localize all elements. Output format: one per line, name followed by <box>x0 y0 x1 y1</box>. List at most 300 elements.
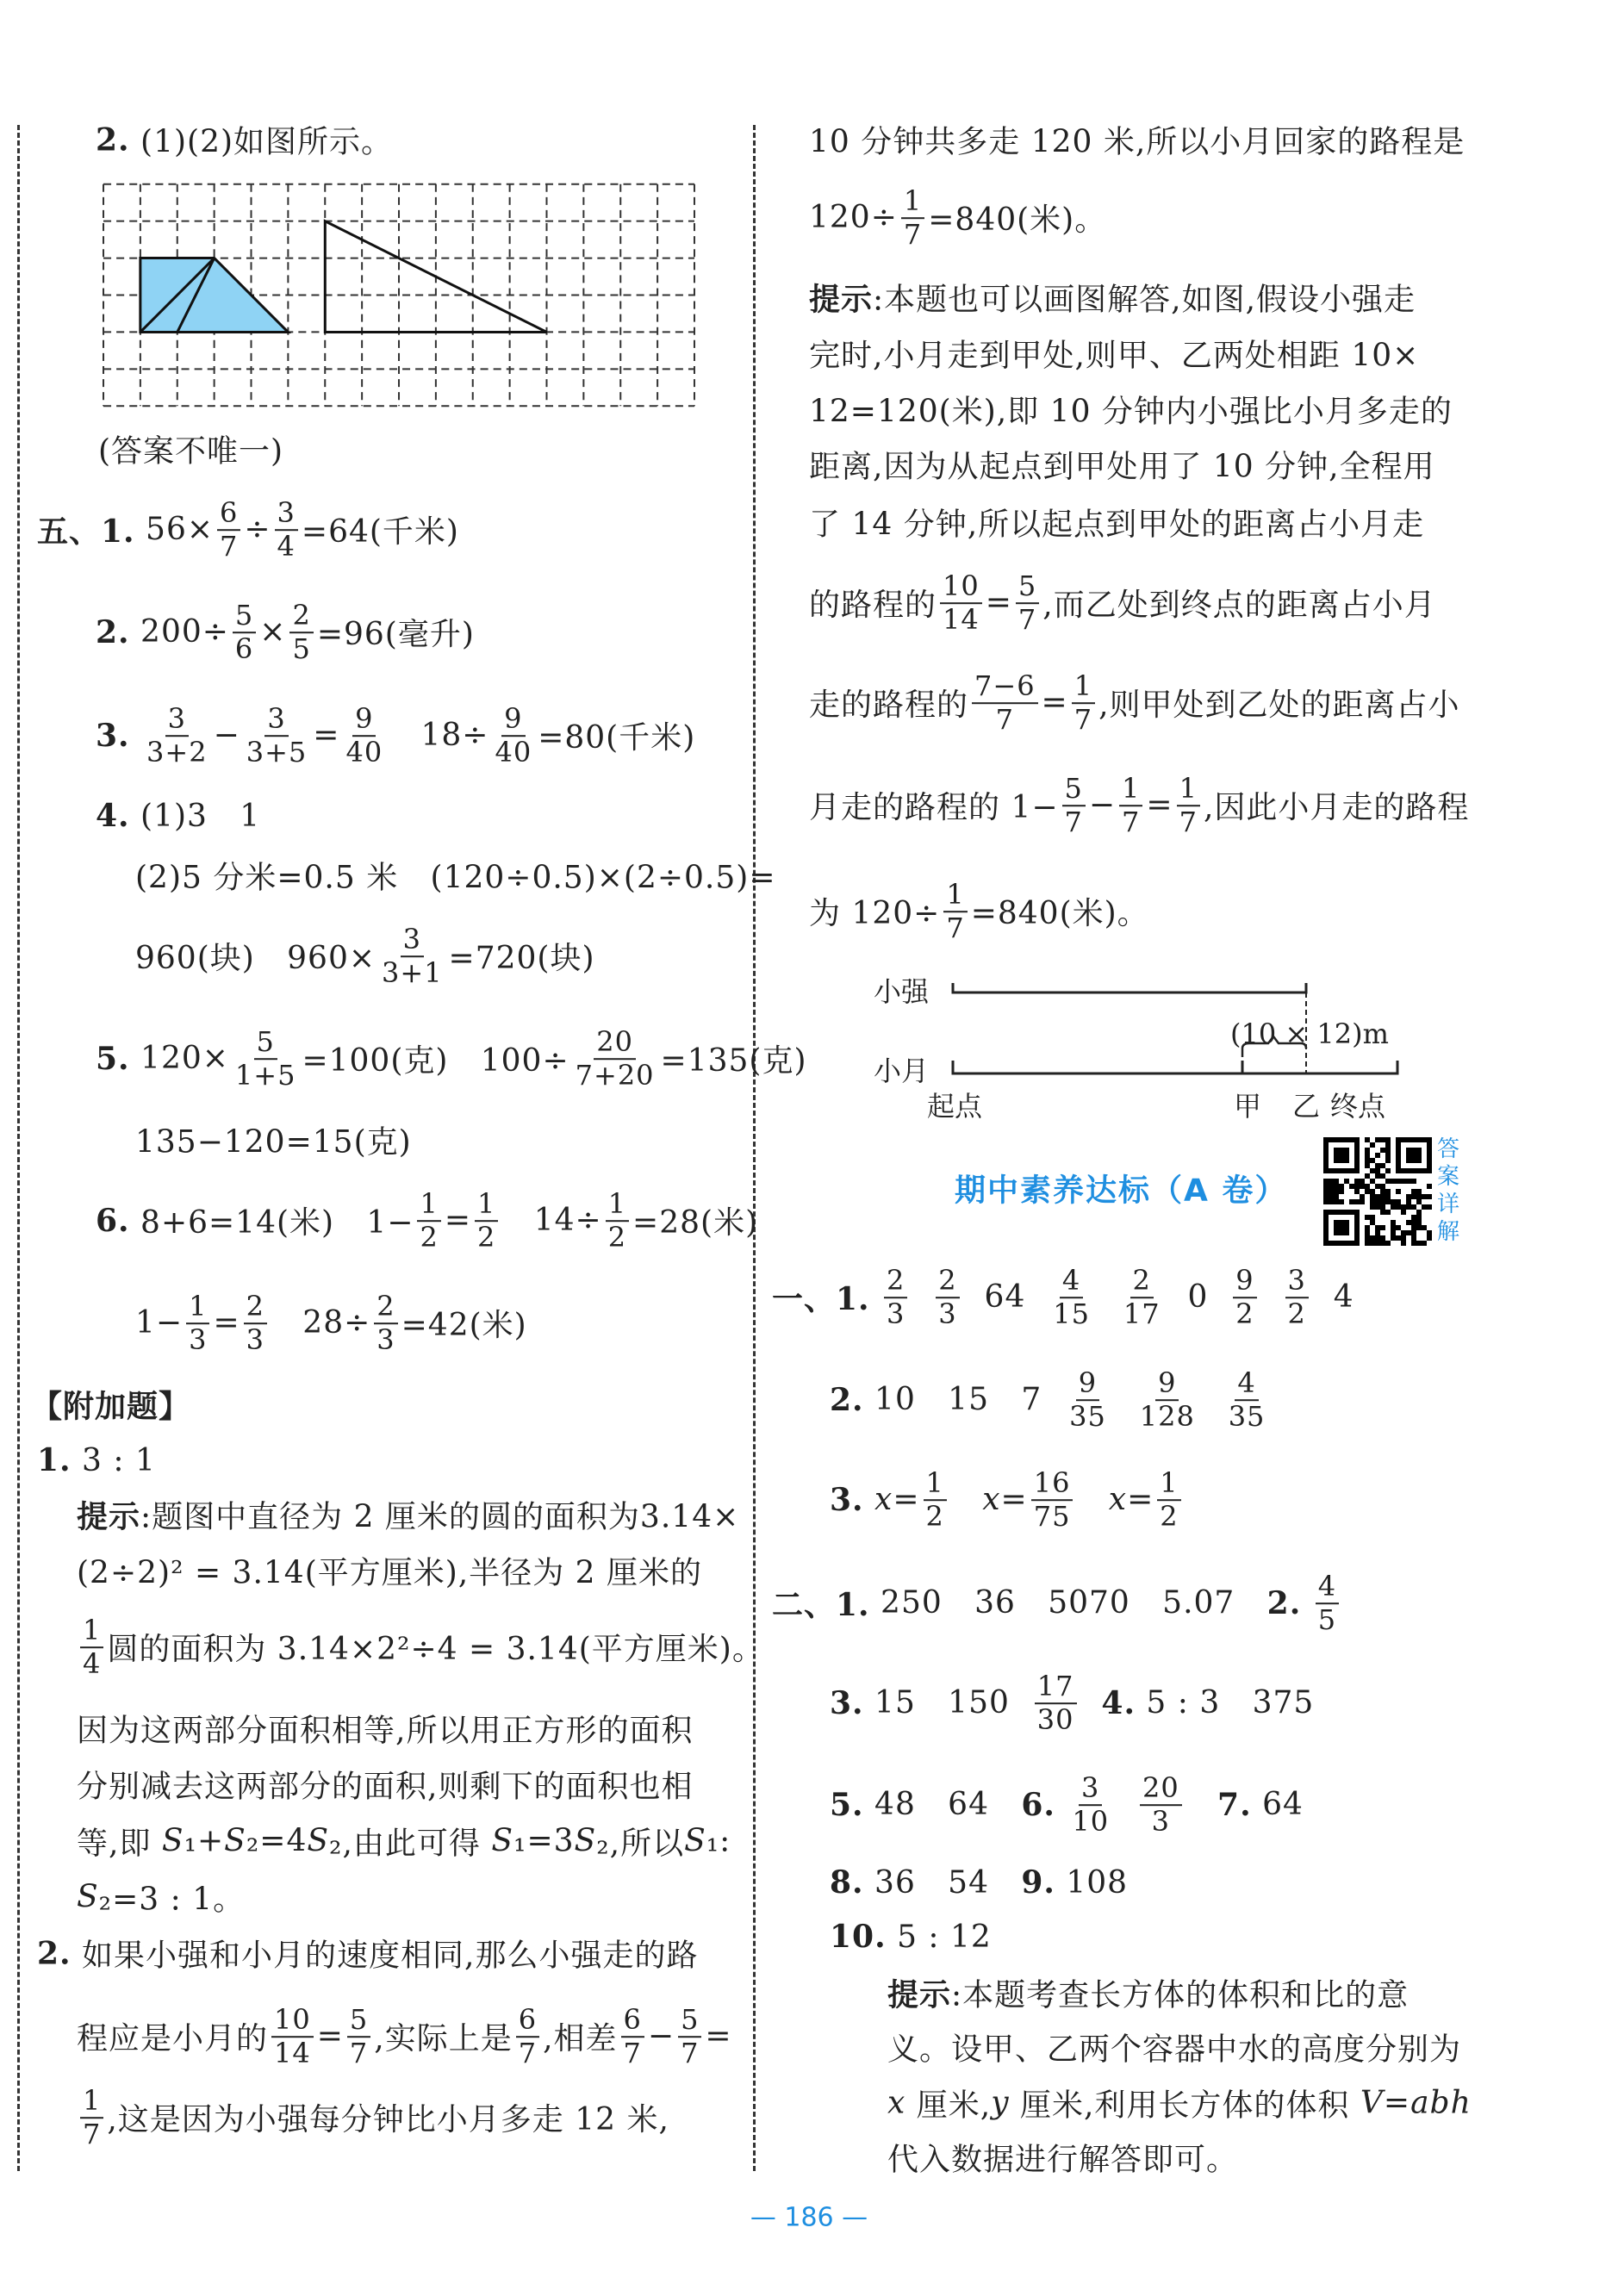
qr-module <box>1401 1204 1406 1210</box>
text-run: ₂=4 <box>246 1823 308 1859</box>
fraction <box>940 570 982 636</box>
qr-module <box>1380 1189 1385 1194</box>
fraction <box>972 670 1038 736</box>
bold-label: 2. <box>96 614 130 650</box>
fraction <box>80 1615 103 1680</box>
bold-label: 10. <box>830 1919 887 1955</box>
qr-module <box>1406 1204 1411 1210</box>
text-run <box>1076 1483 1108 1518</box>
text-run: = <box>316 2019 344 2055</box>
qr-module <box>1380 1225 1385 1230</box>
qr-module <box>1370 1215 1375 1220</box>
numerator: 1 <box>417 1188 440 1222</box>
numerator: 5 <box>678 2004 701 2038</box>
numerator: 10 <box>271 2004 314 2038</box>
denominator: 7 <box>1064 806 1083 838</box>
qr-module <box>1365 1163 1370 1168</box>
hint-line <box>809 670 1460 736</box>
denominator: 2 <box>1160 1500 1179 1533</box>
denominator: 3+1 <box>382 956 443 989</box>
text-run: 因为这两部分面积相等,所以用正方形的面积 <box>77 1713 694 1749</box>
label-gap: (10 × 12)m <box>1230 1017 1389 1050</box>
bold-label: 二、1. <box>772 1587 870 1624</box>
bold-label: 4. <box>96 798 130 834</box>
numerator: 7−6 <box>972 670 1038 704</box>
qr-module <box>1416 1241 1422 1246</box>
text-run: × <box>259 614 287 650</box>
text-run: (2)5 分米=0.5 米 (120÷0.5)×(2÷0.5)= <box>135 860 776 896</box>
qr-module <box>1334 1189 1339 1194</box>
bold-label: 3. <box>830 1482 864 1518</box>
fraction <box>1016 570 1039 636</box>
answer-line <box>772 1571 1342 1636</box>
text-run: (1)3 1 <box>129 798 261 834</box>
fraction <box>417 1188 440 1254</box>
qr-module <box>1401 1241 1406 1246</box>
hint-line <box>809 443 1435 487</box>
fraction <box>1316 1571 1339 1636</box>
fraction <box>144 703 210 768</box>
text-run: 135−120=15(克) <box>135 1124 412 1160</box>
qr-module <box>1401 1210 1406 1215</box>
qr-module <box>1380 1194 1385 1199</box>
qr-module <box>1422 1194 1427 1199</box>
text-run: ,实际上是 <box>374 2021 513 2057</box>
bold-label: 提示 <box>809 281 874 318</box>
denominator: 15 <box>1053 1297 1090 1330</box>
gap-brace <box>1242 1036 1306 1057</box>
answer-line <box>37 497 459 563</box>
answer-line <box>830 1367 1271 1433</box>
text-run <box>130 719 140 754</box>
text-run: 圆的面积为 3.14×2²÷4 = 3.14(平方厘米)。 <box>107 1632 764 1668</box>
variable: x <box>887 2085 906 2121</box>
qr-module <box>1427 1235 1432 1241</box>
numerator: 2 <box>244 1291 267 1324</box>
qr-module <box>1411 1189 1416 1194</box>
qr-module <box>1365 1173 1370 1179</box>
numerator: 5 <box>254 1026 277 1060</box>
text-run: = <box>705 2019 732 2055</box>
qr-module <box>1375 1199 1380 1204</box>
fraction <box>186 1291 209 1356</box>
text-run: ₂=3 : 1。 <box>98 1882 246 1918</box>
fraction <box>943 879 967 944</box>
text-run <box>911 1280 932 1316</box>
qr-module <box>1396 1179 1401 1184</box>
answer-line <box>135 1291 527 1356</box>
answer-line <box>135 854 776 898</box>
fraction <box>1050 1265 1092 1330</box>
fraction <box>936 1265 959 1330</box>
qr-module <box>1380 1241 1385 1246</box>
text-run: 代入数据进行解答即可。 <box>887 2142 1239 2178</box>
denominator: 7+20 <box>575 1059 655 1092</box>
numerator: 1 <box>924 1467 947 1501</box>
text-run: (2÷2)² = 3.14(平方厘米),半径为 2 厘米的 <box>77 1555 703 1591</box>
qr-module <box>1370 1220 1375 1225</box>
qr-module <box>1385 1168 1391 1173</box>
qr-module <box>1354 1189 1360 1194</box>
qr-module <box>1406 1220 1411 1225</box>
label-xiaoyue: 小月 <box>874 1055 930 1087</box>
text-run: ₁: <box>706 1823 731 1859</box>
numerator: 3 <box>1285 1265 1309 1298</box>
numerator: 1 <box>475 1188 498 1222</box>
qr-module <box>1380 1148 1385 1153</box>
bold-label: 3. <box>96 718 130 754</box>
fraction <box>492 703 534 768</box>
text-run <box>1112 1383 1134 1418</box>
grid-figure <box>102 181 696 409</box>
hint-line <box>887 2081 1472 2125</box>
qr-module <box>1334 1194 1339 1199</box>
text-run: 义。设甲、乙两个容器中水的高度分别为 <box>887 2032 1462 2068</box>
qr-module <box>1422 1225 1427 1230</box>
answer-line <box>96 1188 758 1254</box>
qr-module <box>1391 1225 1396 1230</box>
qr-module <box>1329 1189 1334 1194</box>
qr-module <box>1380 1137 1385 1142</box>
text-run: = <box>1127 1482 1154 1518</box>
text-run: − <box>647 2019 675 2055</box>
qr-module <box>1406 1230 1411 1235</box>
numerator: 9 <box>1076 1367 1099 1401</box>
numerator: 9 <box>501 703 525 737</box>
denominator: 3 <box>1151 1805 1171 1838</box>
qr-module <box>1391 1199 1396 1204</box>
denominator: 2 <box>1287 1297 1306 1330</box>
qr-module <box>1411 1235 1416 1241</box>
fraction <box>884 1265 907 1330</box>
text-run: ₂,所以 <box>596 1826 685 1862</box>
qr-module <box>1385 1189 1391 1194</box>
text-run <box>870 1280 881 1316</box>
answer-line <box>96 600 475 665</box>
qr-module <box>1416 1189 1422 1194</box>
qr-module <box>1380 1204 1385 1210</box>
denominator: 3 <box>189 1323 208 1356</box>
qr-module <box>1323 1189 1329 1194</box>
qr-module <box>1427 1230 1432 1235</box>
qr-module <box>1380 1173 1385 1179</box>
fraction <box>678 2004 701 2069</box>
text-run: :题图中直径为 2 厘米的圆的面积为3.14× <box>140 1499 740 1535</box>
fraction <box>1069 1772 1111 1838</box>
text-run: 64 <box>1251 1787 1304 1823</box>
numerator: 5 <box>1062 773 1086 806</box>
denominator: 5 <box>1317 1603 1337 1636</box>
text-run: = <box>213 1305 240 1341</box>
fraction <box>1177 773 1200 838</box>
numerator: 1 <box>606 1188 629 1222</box>
qr-module <box>1349 1199 1354 1204</box>
text-run: 200÷ <box>129 614 229 650</box>
text-run: ,这是因为小强每分钟比小月多走 12 米, <box>107 2102 669 2138</box>
denominator: 4 <box>83 1647 102 1680</box>
fraction <box>1072 670 1095 736</box>
denominator: 7 <box>220 530 239 563</box>
qr-module <box>1385 1153 1391 1158</box>
qr-module <box>1385 1194 1391 1199</box>
qr-module <box>1391 1230 1396 1235</box>
numerator: 1 <box>80 2085 103 2119</box>
text-run: ,相差 <box>543 2021 618 2057</box>
hint-line <box>809 332 1419 376</box>
qr-module <box>1323 1179 1329 1184</box>
text-run: 如果小强和小月的速度相同,那么小强走的路 <box>71 1938 699 1974</box>
numerator: 5 <box>1016 570 1039 604</box>
numerator: 20 <box>594 1026 636 1060</box>
text-run <box>1260 1280 1282 1316</box>
qr-module <box>1334 1179 1339 1184</box>
text-run: 10 15 7 <box>863 1382 1064 1418</box>
qr-module <box>1385 1158 1391 1163</box>
hint-line <box>887 2136 1238 2180</box>
qr-module <box>1329 1184 1334 1189</box>
fraction <box>244 1291 267 1356</box>
fraction <box>1233 1265 1256 1330</box>
denominator: 7 <box>83 2118 102 2150</box>
numerator: 2 <box>1130 1265 1154 1298</box>
fraction <box>233 600 256 665</box>
text-run: 5 : 12 <box>886 1919 992 1955</box>
numerator: 3 <box>275 497 298 531</box>
text-run: = <box>313 718 340 754</box>
text-run: 0 <box>1166 1279 1230 1316</box>
qr-module <box>1396 1225 1401 1230</box>
hint-line <box>77 1876 245 1920</box>
denominator: 14 <box>274 2037 311 2069</box>
variable: x <box>874 1482 893 1518</box>
qr-label: 答案详解 <box>1437 1136 1460 1245</box>
text-run: 5 : 3 375 <box>1135 1685 1315 1721</box>
hint-line <box>887 1971 1409 2015</box>
qr-module <box>1349 1184 1354 1189</box>
qr-module <box>1411 1204 1416 1210</box>
denominator: 2 <box>477 1221 496 1254</box>
fraction <box>271 2004 314 2069</box>
denominator: 14 <box>943 603 980 636</box>
qr-module <box>1360 1179 1365 1184</box>
variable: V <box>1360 2085 1384 2121</box>
variable: S <box>684 1823 706 1859</box>
qr-module <box>1370 1241 1375 1246</box>
variable: S <box>491 1823 514 1859</box>
hint-line <box>77 1493 739 1537</box>
qr-module <box>1339 1199 1344 1204</box>
denominator: 3+2 <box>146 736 208 768</box>
text-run: 56× <box>134 512 215 548</box>
text-run: ₁=3 <box>513 1823 575 1859</box>
fraction <box>606 1188 629 1254</box>
numerator: 4 <box>1316 1571 1339 1604</box>
bold-label: 提示 <box>887 1976 952 2013</box>
variable: S <box>307 1823 330 1859</box>
qr-module <box>1370 1235 1375 1241</box>
text-run: =64(千米) <box>301 514 459 551</box>
qr-module <box>1391 1204 1396 1210</box>
qr-module <box>1411 1179 1416 1184</box>
qr-module <box>1323 1199 1329 1204</box>
qr-module <box>1365 1225 1370 1230</box>
qr-module <box>1422 1204 1427 1210</box>
qr-module <box>1385 1142 1391 1148</box>
qr-code[interactable] <box>1323 1136 1432 1248</box>
text-run: 3 : 1 <box>71 1442 156 1478</box>
bold-label: 2. <box>830 1382 864 1418</box>
text-run: 为 120÷ <box>809 896 941 932</box>
text-run: 程应是小月的 <box>77 2021 269 2057</box>
qr-module <box>1365 1189 1370 1194</box>
numerator: 9 <box>1155 1367 1179 1401</box>
qr-module <box>1339 1184 1344 1189</box>
text-run: = <box>1383 2085 1411 2121</box>
text-run: ₂,由此可得 <box>329 1826 492 1862</box>
qr-module <box>1385 1199 1391 1204</box>
fraction <box>1137 1367 1198 1433</box>
left-column-divider <box>17 125 20 2171</box>
variable: S <box>224 1823 246 1859</box>
text-run: ÷ <box>244 512 271 548</box>
qr-module <box>1329 1194 1334 1199</box>
text-run: = <box>1146 787 1173 824</box>
numerator: 1 <box>1177 773 1200 806</box>
qr-module <box>1323 1184 1329 1189</box>
qr-module <box>1334 1184 1339 1189</box>
answer-line <box>830 1919 992 1955</box>
denominator: 30 <box>1036 1703 1074 1736</box>
hint-line <box>77 1763 693 1807</box>
qr-module <box>1416 1215 1422 1220</box>
denominator: 35 <box>1069 1400 1106 1433</box>
fraction <box>1157 1467 1180 1533</box>
text-run: 960(块) 960× <box>135 941 376 977</box>
variable: S <box>574 1823 597 1859</box>
answer-line <box>96 798 260 834</box>
qr-module <box>1354 1199 1360 1204</box>
qr-module <box>1411 1215 1416 1220</box>
text-run <box>1080 1686 1102 1721</box>
variable: S <box>161 1823 184 1859</box>
qr-module <box>1401 1230 1406 1235</box>
qr-module <box>1391 1220 1396 1225</box>
denominator: 17 <box>1123 1297 1161 1330</box>
fraction <box>1119 773 1142 838</box>
qr-module <box>1354 1179 1360 1184</box>
text-run: = <box>444 1203 472 1239</box>
text-run: 了 14 分钟,所以起点到甲处的距离占小月走 <box>809 507 1425 543</box>
qr-module <box>1401 1235 1406 1241</box>
fraction <box>573 1026 657 1092</box>
qr-module <box>1344 1179 1349 1184</box>
fraction <box>621 2004 644 2069</box>
qr-module <box>1427 1184 1432 1189</box>
denominator: 4 <box>277 530 296 563</box>
denominator: 7 <box>903 218 923 251</box>
fraction <box>1285 1265 1309 1330</box>
qr-module <box>1360 1194 1365 1199</box>
text-run: :本题考查长方体的体积和比的意 <box>951 1977 1410 2013</box>
bold-label: 9. <box>1021 1864 1055 1901</box>
answer-line <box>830 1467 1185 1533</box>
answer-line <box>830 1772 1304 1838</box>
text-run: = <box>893 1482 920 1518</box>
numerator: 1 <box>80 1615 103 1648</box>
bold-label: 7. <box>1217 1787 1252 1823</box>
qr-module <box>1365 1215 1370 1220</box>
answer-line <box>96 1026 807 1092</box>
variable: abh <box>1410 2085 1472 2121</box>
qr-module <box>1406 1194 1411 1199</box>
qr-module <box>1370 1179 1375 1184</box>
qr-module <box>1365 1158 1370 1163</box>
qr-module <box>1375 1153 1380 1158</box>
denominator: 7 <box>349 2037 369 2069</box>
fraction <box>289 600 313 665</box>
denominator: 3+5 <box>246 736 308 768</box>
answer-line <box>77 2085 669 2150</box>
text-run: =840(米)。 <box>928 202 1107 239</box>
denominator: 2 <box>607 1221 627 1254</box>
hint-line <box>77 1615 764 1680</box>
qr-module <box>1375 1235 1380 1241</box>
qr-module <box>1411 1241 1416 1246</box>
numerator: 9 <box>1233 1265 1256 1298</box>
text-run: :本题也可以画图解答,如图,假设小强走 <box>873 282 1416 318</box>
qr-module <box>1365 1235 1370 1241</box>
bold-label: 一、1. <box>772 1281 870 1318</box>
bold-label: 五、1. <box>37 513 135 551</box>
text-run: =42(米) <box>401 1308 527 1344</box>
hint-line <box>809 879 1149 944</box>
variable: y <box>991 2085 1010 2121</box>
denominator: 40 <box>495 736 532 768</box>
bold-label: 3. <box>830 1685 864 1721</box>
text-run: 64 <box>962 1279 1048 1316</box>
text-run: =96(毫升) <box>316 617 475 653</box>
bold-label: 2. <box>37 1935 72 1971</box>
qr-module <box>1411 1220 1416 1225</box>
qr-module <box>1375 1173 1380 1179</box>
denominator: 2 <box>1235 1297 1254 1330</box>
denominator: 3 <box>376 1323 395 1356</box>
qr-module <box>1370 1194 1375 1199</box>
numerator: 1 <box>901 185 924 219</box>
qr-module <box>1380 1199 1385 1204</box>
numerator: 10 <box>940 570 982 604</box>
qr-module <box>1380 1184 1385 1189</box>
qr-module <box>1375 1230 1380 1235</box>
middle-column-divider <box>753 125 756 2171</box>
qr-module <box>1323 1194 1329 1199</box>
answer-line <box>37 1442 156 1478</box>
numerator: 2 <box>884 1265 907 1298</box>
denominator: 2 <box>925 1500 944 1533</box>
answer-line <box>809 185 1106 251</box>
numerator: 1 <box>943 879 967 912</box>
hint-line <box>887 2025 1461 2069</box>
qr-module <box>1375 1225 1380 1230</box>
fraction <box>244 703 310 768</box>
denominator: 75 <box>1033 1500 1071 1533</box>
text-run: 120× <box>129 1041 229 1077</box>
qr-module <box>1370 1189 1375 1194</box>
qr-module <box>1391 1235 1396 1241</box>
qr-module <box>1375 1163 1380 1168</box>
qr-module <box>1416 1210 1422 1215</box>
text-run <box>950 1483 982 1518</box>
